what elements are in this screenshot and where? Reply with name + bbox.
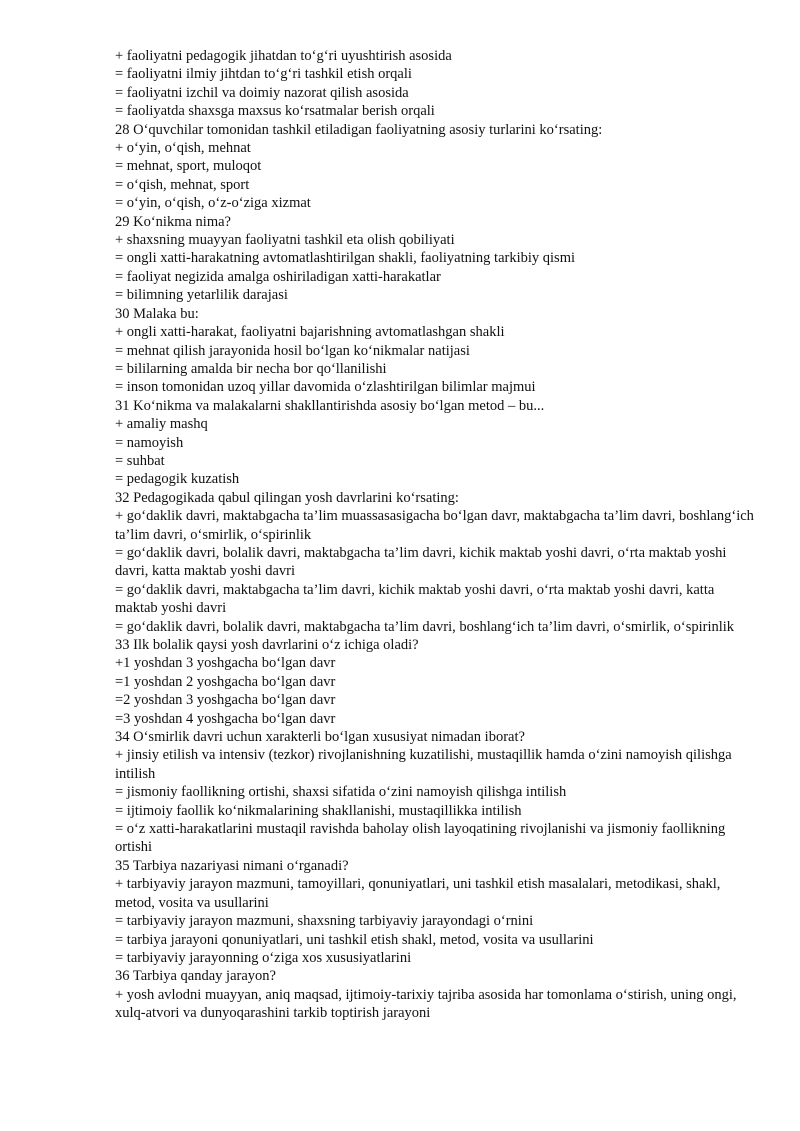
text-line: = suhbat: [115, 452, 165, 469]
text-line: + faoliyatni pedagogik jihatdan to‘g‘ri uyushtirish asosida: [115, 48, 452, 64]
text-line: = faoliyat negizida amalga oshiriladigan xatti-harakatlar: [115, 268, 441, 285]
text-line: = tarbiyaviy jarayon mazmuni, shaxsning tarbiyaviy jarayondagi o‘rnini: [115, 913, 534, 930]
text-line: + yosh avlodni muayyan, aniq maqsad, ijtimoiy-tarixiy tajriba asosida har tomonlama o‘stirish, uning ongi, xulq-atvori va dunyoqarashini tarkib toptirish jarayoni: [115, 986, 737, 1022]
text-line: =1 yoshdan 2 yoshgacha bo‘lgan davr: [115, 673, 336, 690]
text-line: = bililarning amalda bir necha bor qo‘llanilishi: [115, 360, 387, 377]
text-line: + tarbiyaviy jarayon mazmuni, tamoyillari, qonuniyatlari, uni tashkil etish masalalari, metodikasi, shakl, metod, vosita va usullarini: [115, 876, 721, 911]
text-line: = ongli xatti-harakatning avtomatlashtirilgan shakli, faoliyatning tarkibiy qismi: [115, 250, 575, 267]
text-line: = go‘daklik davri, bolalik davri, maktabgacha ta’lim davri, kichik maktab yoshi davri, o‘rta maktab yoshi davri, katta maktab yoshi davri: [115, 544, 727, 580]
text-line: = faoliyatda shaxsga maxsus ko‘rsatmalar berish orqali: [115, 103, 435, 120]
text-line: = faoliyatni izchil va doimiy nazorat qilish asosida: [115, 84, 409, 101]
text-line: + shaxsning muayyan faoliyatni tashkil eta olish qobiliyati: [115, 232, 455, 249]
text-line: = tarbiya jarayoni qonuniyatlari, uni tashkil etish shakl, metod, vosita va usullarini: [115, 931, 594, 948]
text-line: = tarbiyaviy jarayonning o‘ziga xos xususiyatlarini: [115, 949, 412, 966]
text-line: = inson tomonidan uzoq yillar davomida o‘zlashtirilgan bilimlar majmui: [115, 379, 536, 396]
text-line: + jinsiy etilish va intensiv (tezkor) rivojlanishning kuzatilishi, mustaqillik hamda o‘zini namoyish qilishga intilish: [115, 747, 732, 782]
text-line: = namoyish: [115, 434, 184, 451]
text-line: =2 yoshdan 3 yoshgacha bo‘lgan davr: [115, 692, 336, 709]
text-line: =3 yoshdan 4 yoshgacha bo‘lgan davr: [115, 710, 336, 727]
text-line: = go‘daklik davri, maktabgacha ta’lim davri, kichik maktab yoshi davri, o‘rta maktab yoshi davri, katta maktab yoshi davri: [115, 581, 715, 617]
question-line: 35 Tarbiya nazariyasi nimani o‘rganadi?: [115, 857, 349, 874]
question-line: 31 Ko‘nikma va malakalarni shakllantirishda asosiy bo‘lgan metod – bu...: [115, 397, 545, 414]
text-line: + go‘daklik davri, maktabgacha ta’lim muassasasigacha bo‘lgan davr, maktabgacha ta’lim davri, boshlang‘ich ta’lim davri, o‘smirlik, o‘spirinlik: [115, 508, 754, 543]
text-line: = mehnat, sport, muloqot: [115, 158, 262, 175]
question-line: 28 O‘quvchilar tomonidan tashkil etiladigan faoliyatning asosiy turlarini ko‘rsating:: [115, 121, 603, 138]
question-line: 33 Ilk bolalik qaysi yosh davrlarini o‘z ichiga oladi?: [115, 637, 419, 653]
text-line: = o‘z xatti-harakatlarini mustaqil ravishda baholay olish layoqatining rivojlanishi va jismoniy faollikning ortishi: [115, 821, 726, 856]
text-line: = bilimning yetarlilik darajasi: [115, 287, 288, 304]
question-line: 36 Tarbiya qanday jarayon?: [115, 968, 276, 985]
text-line: = mehnat qilish jarayonida hosil bo‘lgan ko‘nikmalar natijasi: [115, 342, 470, 359]
text-line: = pedagogik kuzatish: [115, 471, 240, 488]
question-line: 32 Pedagogikada qabul qilingan yosh davrlarini ko‘rsating:: [115, 489, 459, 506]
question-line: 30 Malaka bu:: [115, 305, 199, 322]
text-line: = go‘daklik davri, bolalik davri, maktabgacha ta’lim davri, boshlang‘ich ta’lim davri, o‘smirlik, o‘spirinlik: [115, 618, 735, 635]
text-line: +1 yoshdan 3 yoshgacha bo‘lgan davr: [115, 655, 336, 672]
text-line: = ijtimoiy faollik ko‘nikmalarining shakllanishi, mustaqillikka intilish: [115, 802, 522, 819]
question-line: 29 Ko‘nikma nima?: [115, 213, 231, 230]
document-page: [115, 47, 755, 1023]
text-line: + o‘yin, o‘qish, mehnat: [115, 140, 251, 157]
text-line: + amaliy mashq: [115, 416, 208, 433]
question-line: 34 O‘smirlik davri uchun xarakterli bo‘lgan xususiyat nimadan iborat?: [115, 729, 525, 746]
text-line: + ongli xatti-harakat, faoliyatni bajarishning avtomatlashgan shakli: [115, 324, 505, 341]
text-line: = o‘yin, o‘qish, o‘z-o‘ziga xizmat: [115, 195, 311, 212]
text-line: = jismoniy faollikning ortishi, shaxsi sifatida o‘zini namoyish qilishga intilish: [115, 784, 567, 801]
text-line: = faoliyatni ilmiy jihtdan to‘g‘ri tashkil etish orqali: [115, 66, 412, 83]
text-line: = o‘qish, mehnat, sport: [115, 176, 250, 193]
